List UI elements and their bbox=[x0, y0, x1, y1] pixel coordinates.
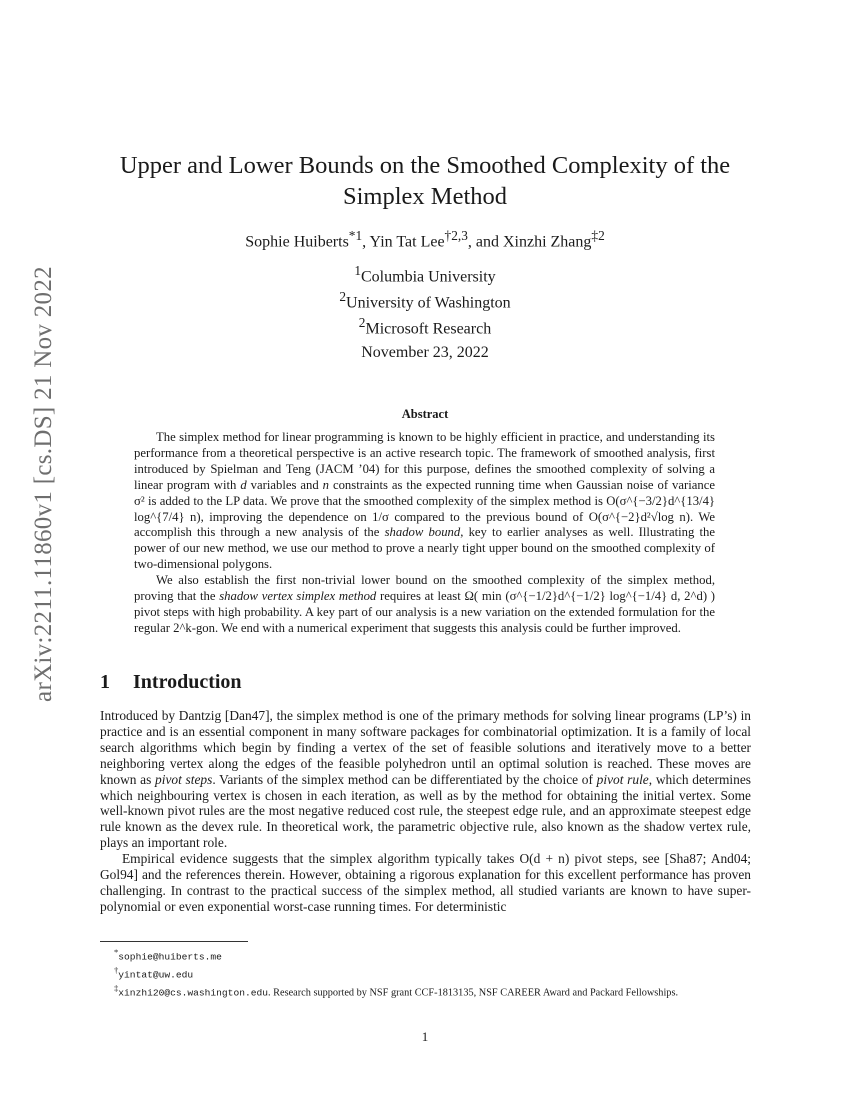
footnote-email-link[interactable]: xinzhi20@cs.washington.edu bbox=[118, 987, 268, 999]
abstract-text: variables and bbox=[246, 477, 323, 492]
author-affiliation-mark[interactable]: ‡2 bbox=[591, 228, 605, 243]
author-separator: , and bbox=[467, 233, 503, 251]
footnote-email-link[interactable]: yintat@uw.edu bbox=[118, 969, 194, 981]
math-variable: n bbox=[322, 477, 329, 492]
title-line-2: Simplex Method bbox=[342, 183, 507, 210]
affiliation bbox=[100, 287, 750, 313]
body-text: , which determines which neighbouring vertex is chosen in each iteration, as well as by the method for obtaining the initial vertex. Some well-known pivot rules are the most negative reduced cost rule, the steepest edge rule, and an approximate steepest edge rule known as the devex rule. In theoretical work, the parametric objective rule, also known as the shadow vertex rule, plays an important role. bbox=[100, 771, 752, 851]
author-name: Yin Tat Lee bbox=[369, 233, 445, 251]
emphasized-term: pivot steps bbox=[155, 771, 213, 787]
affiliation bbox=[100, 261, 750, 287]
paper-title bbox=[100, 150, 750, 212]
footnote-divider bbox=[100, 941, 248, 942]
footnote-mark: † bbox=[114, 965, 119, 976]
body-paragraph: Empirical evidence suggests that the simplex algorithm typically takes O(d + n) pivot steps, see [Sha87; And04; Gol94] and the references therein. However, obtaining a rigorous explanation for this excellent performance has proven challenging. In contrast to the practical success of the simplex method, all studied variants are known to have super-polynomial or even exponential worst-case running times. For deterministic bbox=[100, 851, 751, 914]
affiliation-mark: 1 bbox=[354, 263, 361, 278]
body-paragraph bbox=[100, 708, 751, 851]
abstract-text: , key to earlier analyses as well. Illustrating the power of our new method, we use our method to prove a nearly tight upper bound on the smoothed complexity of two-dimensional polygons. bbox=[134, 525, 716, 572]
emphasized-term: pivot rule bbox=[596, 771, 649, 787]
arxiv-identifier[interactable]: arXiv:2211.11860v1 [cs.DS] 21 Nov 2022 bbox=[30, 266, 57, 702]
abstract-paragraph bbox=[134, 573, 715, 637]
abstract-body bbox=[134, 430, 715, 637]
footnote bbox=[100, 964, 751, 982]
section-heading bbox=[100, 671, 242, 694]
section-number: 1 bbox=[100, 671, 110, 693]
author-list bbox=[100, 228, 750, 251]
title-line-1: Upper and Lower Bounds on the Smoothed Complexity of the bbox=[119, 152, 731, 179]
footnote-text: . Research supported by NSF grant CCF-1813135, NSF CAREER Award and Packard Fellowships. bbox=[267, 987, 679, 999]
affiliation bbox=[100, 313, 750, 339]
affiliation-name: Microsoft Research bbox=[365, 319, 492, 337]
abstract-paragraph bbox=[134, 430, 715, 573]
author-name: Sophie Huiberts bbox=[245, 233, 349, 251]
footnote-mark: * bbox=[114, 947, 119, 957]
footnote-mark: ‡ bbox=[114, 983, 119, 994]
affiliation-name: Columbia University bbox=[361, 268, 496, 286]
abstract-text: We also establish the first non-trivial lower bound on the smoothed complexity of the simplex method, proving that the bbox=[134, 573, 715, 604]
abstract-heading: Abstract bbox=[401, 407, 449, 421]
affiliation-list bbox=[100, 261, 750, 338]
page-number: 1 bbox=[421, 1029, 429, 1044]
math-variable: d bbox=[240, 477, 247, 492]
author-affiliation-mark[interactable]: †2,3 bbox=[444, 228, 468, 243]
emphasized-term: shadow bound bbox=[384, 525, 461, 540]
publication-date: November 23, 2022 bbox=[361, 344, 489, 361]
footnote-email-link[interactable]: sophie@huiberts.me bbox=[118, 951, 222, 963]
abstract-text: constraints as the expected running time when Gaussian noise of variance σ² is added to the LP data. We prove that the smoothed complexity of the simplex method is O(σ^{−3/2}d^{13/4} log^{7/4} n), improving the dependence on 1/σ compared to the previous bound of O(σ^{−2}d²√log n). We accomplish this through a new analysis of the bbox=[134, 477, 715, 540]
affiliation-mark: 2 bbox=[358, 314, 366, 330]
abstract-text: The simplex method for linear programming is known to be highly efficient in practice, and understanding its performance from a theoretical perspective is an active research topic. The framework of smoothed analysis, first introduced by Spielman and Teng (JACM ’04) for this purpose, defines the smoothed complexity of solving a linear program with bbox=[134, 430, 715, 492]
body-text: Introduced by Dantzig [Dan47], the simplex method is one of the primary methods for solving linear programs (LP’s) in practice and is an essential component in many software packages for combinatorial optimization. It is a family of local search algorithms which begin by finding a vertex of the set of feasible solutions and iteratively move to a better neighboring vertex along the edges of the feasible polyhedron until an optimal solution is reached. These moves are known as bbox=[100, 708, 751, 787]
author-separator: , bbox=[362, 233, 370, 251]
footnote bbox=[100, 982, 751, 1000]
author-affiliation-mark[interactable]: *1 bbox=[348, 228, 363, 243]
footnote bbox=[100, 946, 751, 964]
emphasized-term: shadow vertex simplex method bbox=[219, 589, 377, 604]
section-body bbox=[100, 708, 751, 915]
section-title: Introduction bbox=[133, 671, 242, 693]
body-text: . Variants of the simplex method can be differentiated by the choice of bbox=[212, 771, 597, 787]
affiliation-mark: 2 bbox=[339, 288, 347, 304]
author-name: Xinzhi Zhang bbox=[502, 233, 592, 251]
affiliation-name: University of Washington bbox=[346, 294, 511, 312]
footnotes bbox=[100, 946, 751, 1000]
abstract-text: requires at least Ω( min (σ^{−1/2}d^{−1/2} log^{−1/4} d, 2^d) ) pivot steps with high probability. A key part of our analysis is a new variation on the extended formulation for the regular 2^k-gon. We end with a numerical experiment that suggests this analysis could be further improved. bbox=[134, 589, 716, 635]
